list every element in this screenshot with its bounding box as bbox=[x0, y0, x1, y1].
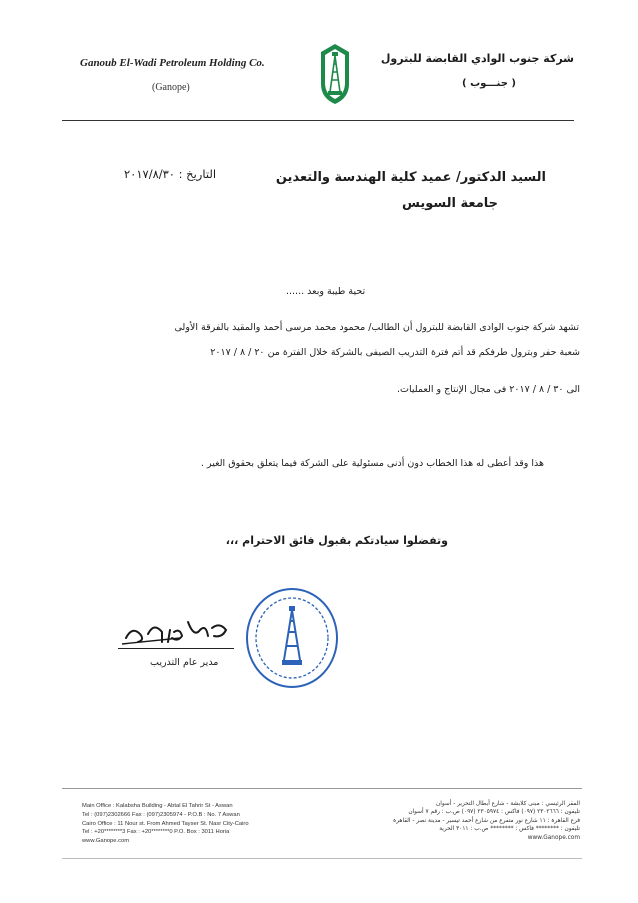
company-abbreviation-english: (Ganope) bbox=[152, 82, 190, 93]
footer-en-line: Cairo Office : 11 Nour st. From Ahmed Tayser St. Nasr City-Cairo bbox=[82, 820, 249, 827]
footer-en-line: Main Office : Kalabsha Building - Abtal El Tahrir St - Aswan bbox=[82, 803, 233, 809]
letter-date: التاريخ : ٢٠١٧/٨/٣٠ bbox=[124, 167, 217, 181]
footer-ar-line: المقر الرئيسي : مبنى كلابشة - شارع أبطال التحرير - أسوان bbox=[436, 801, 580, 807]
footer-en-line: Tel : +20********3 Fax : +20********0 P.O. Box : 3011 Horia bbox=[82, 829, 230, 836]
company-name-english: Ganoub El-Wadi Petroleum Holding Co. bbox=[80, 57, 265, 69]
recipient-line-1: السيد الدكتور/ عميد كلية الهندسة والتعدين bbox=[275, 170, 546, 185]
closing-salutation: وتفضلوا سيادتكم بقبول فائق الاحترام ،،، bbox=[225, 534, 448, 547]
footer-en-website[interactable]: www.Ganope.com bbox=[82, 838, 130, 845]
footer-ar-line: تليفون : ******** فاكس : ******** ص.ب : ٣٠١١ الحرية bbox=[439, 826, 580, 833]
body-line-2: شعبة حفر وبترول طرفكم قد أتم فترة التدريب الصيفى بالشركة خلال الفترة من ٢٠ / ٨ / ٢٠١٧ bbox=[210, 347, 580, 358]
recipient-line-2: جامعة السويس bbox=[401, 196, 498, 211]
footer-ar-line: تليفون : ٢٣٠٢٦٦٦ (٠٩٧) فاكس : ٢٣٠٥٩٧٤ (٠٩٧) ص.ب : رقم ٧ أسوان bbox=[408, 809, 580, 816]
footer-ar-line: فرع القاهرة : ١١ شارع نور متفرع من شارع أحمد تيسير - مدينة نصر - القاهرة bbox=[393, 817, 580, 824]
footer-arabic bbox=[350, 800, 580, 842]
footer-bottom-divider bbox=[62, 858, 582, 859]
footer-english bbox=[82, 802, 292, 846]
signature-mark bbox=[118, 608, 238, 650]
body-line-4: هذا وقد أعطى له هذا الخطاب دون أدنى مسئولية على الشركة فيما يتعلق بحقوق الغير . bbox=[200, 458, 544, 469]
signer-title: مدير عام التدريب bbox=[150, 657, 219, 668]
company-logo-icon bbox=[316, 42, 354, 106]
official-stamp-icon bbox=[244, 586, 340, 690]
footer-en-line: Tel : (097)2302666 Fax : (097)2305974 - P.O.B : No. 7 Aswan bbox=[82, 811, 240, 818]
footer-ar-website[interactable]: www.Ganope.com bbox=[527, 834, 580, 841]
company-abbreviation-arabic: ( جنـــوب ) bbox=[462, 78, 516, 89]
company-name-arabic: شركة جنوب الوادي القابضة للبترول bbox=[380, 52, 574, 65]
footer-divider bbox=[62, 788, 582, 789]
header-divider bbox=[62, 120, 574, 121]
body-line-3: الى ٣٠ / ٨ / ٢٠١٧ فى مجال الإنتاج و العمليات. bbox=[397, 384, 580, 395]
signature-line bbox=[118, 648, 234, 649]
body-line-1: تشهد شركة جنوب الوادى القابضة للبترول أن الطالب/ محمود محمد مرسى أحمد والمقيد بالفرقة الأولى bbox=[174, 322, 579, 333]
greeting: تحية طيبة وبعد ...... bbox=[286, 286, 366, 297]
